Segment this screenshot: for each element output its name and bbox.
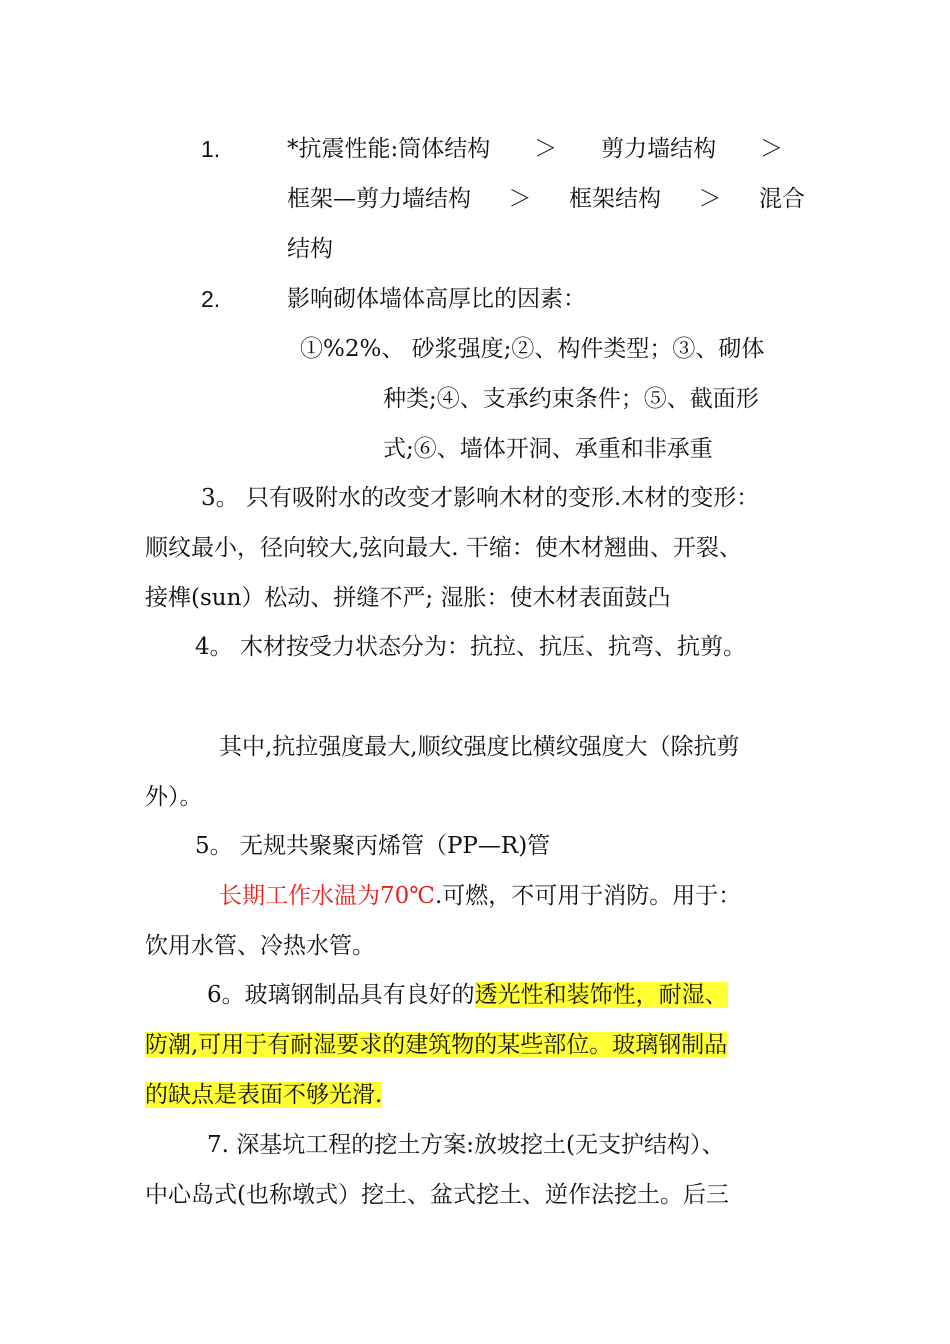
- item-7-line-1: 7. 深基坑工程的挖土方案:放坡挖土(无支护结构）、: [207, 1132, 725, 1158]
- item-6-line-2: [145, 1030, 727, 1060]
- item-1-text-d: 框架结构: [569, 186, 661, 212]
- item-1-gt-2: ＞: [759, 136, 783, 162]
- item-1-line-3: 结构: [287, 236, 333, 262]
- item-2-line-2: 种类;④、支承约束条件；⑤、截面形: [383, 386, 759, 412]
- item-5-line-3: 饮用水管、冷热水管。: [145, 933, 375, 959]
- item-1-text-a: *抗震性能:筒体结构: [287, 136, 491, 162]
- item-2-number: 2.: [201, 286, 221, 312]
- item-1-line-1: [287, 134, 783, 164]
- item-4-line-3: 外）。: [145, 784, 203, 810]
- item-5-line-1: 5。 无规共聚聚丙烯管（PP—R)管: [195, 833, 551, 859]
- item-4-line-1: 4。 木材按受力状态分为：抗拉、抗压、抗弯、抗剪。: [195, 634, 746, 660]
- item-6-highlight-2: 防潮,可用于有耐湿要求的建筑物的某些部位。玻璃钢制品: [145, 1032, 728, 1058]
- item-4-line-2: 其中,抗拉强度最大,顺纹强度比横纹强度大（除抗剪: [219, 734, 740, 760]
- item-6-line-3: [145, 1080, 382, 1110]
- item-1-gt-3: ＞: [508, 186, 532, 212]
- item-1-text-e: 混合: [759, 186, 805, 212]
- item-2-line-1: ①%2%、 砂浆强度;②、构件类型；③、砌体: [300, 336, 765, 362]
- item-1-line-2: [287, 184, 805, 214]
- item-6-highlight-1: 透光性和装饰性，耐湿、: [474, 982, 728, 1008]
- item-3-line-2: 顺纹最小，径向较大,弦向最大. 干缩：使木材翘曲、开裂、: [145, 535, 742, 561]
- item-6-prefix: 6。玻璃钢制品具有良好的: [207, 982, 475, 1008]
- item-1-text-b: 剪力墙结构: [601, 136, 717, 162]
- item-7-line-2: 中心岛式(也称墩式）挖土、盆式挖土、逆作法挖土。后三: [145, 1182, 729, 1208]
- item-5-red-text: 长期工作水温为70℃: [219, 883, 435, 909]
- item-1-number: 1.: [201, 136, 221, 162]
- item-5-line-2: [219, 881, 741, 911]
- item-1-text-c: 框架—剪力墙结构: [287, 186, 471, 212]
- item-1-gt-1: ＞: [534, 136, 558, 162]
- item-6-line-1: [207, 980, 728, 1010]
- item-1-gt-4: ＞: [698, 186, 722, 212]
- item-5-rest-text: .可燃，不可用于消防。用于：: [435, 883, 742, 909]
- item-6-highlight-3: 的缺点是表面不够光滑.: [145, 1082, 383, 1108]
- item-3-line-1: 3。 只有吸附水的改变才影响木材的变形.木材的变形：: [201, 485, 760, 511]
- item-3-line-3: 接榫(sun）松动、拼缝不严; 湿胀：使木材表面鼓凸: [145, 585, 671, 611]
- item-2-title: 影响砌体墙体高厚比的因素：: [287, 286, 586, 312]
- item-2-line-3: 式;⑥、墙体开洞、承重和非承重: [383, 436, 713, 462]
